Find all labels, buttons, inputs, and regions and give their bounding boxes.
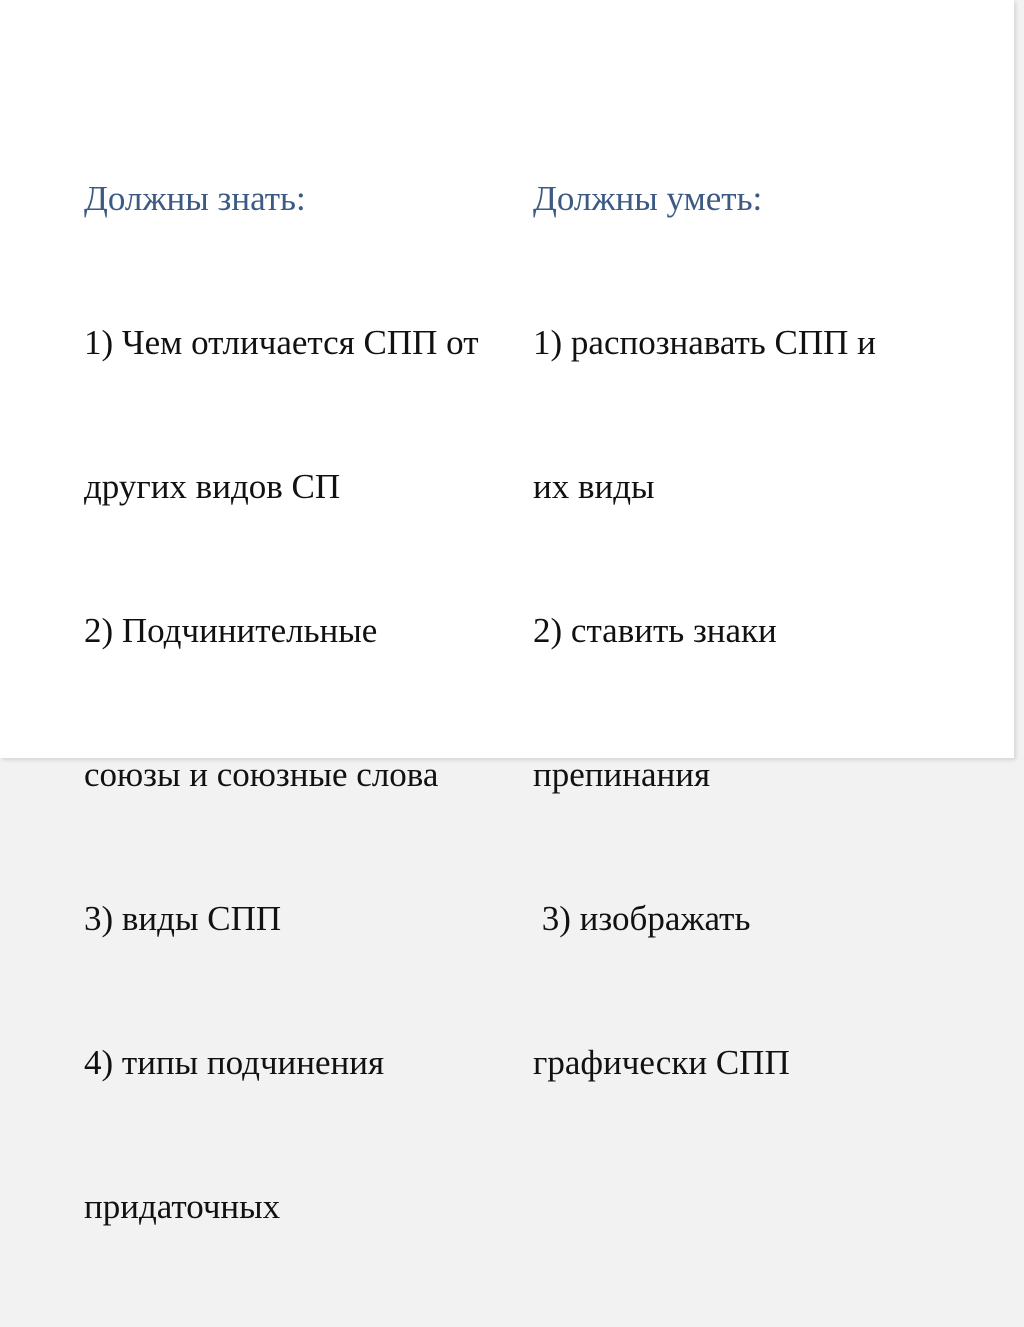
must-know-line: других видов СП [84,467,341,506]
must-be-able-line: препинания [533,755,711,794]
must-be-able-column [533,79,876,1183]
must-know-line: 2) Подчинительные [84,611,378,650]
must-be-able-line: 1) распознавать СПП и [533,323,876,362]
must-be-able-line: графически СПП [533,1043,790,1082]
must-be-able-heading: Должны уметь: [533,179,763,218]
must-be-able-line: 3) изображать [533,899,751,938]
must-know-line: 4) типы подчинения [84,1043,385,1082]
must-know-line: 3) виды СПП [84,899,282,938]
must-be-able-line: их виды [533,467,655,506]
must-be-able-line: 2) ставить знаки [533,611,777,650]
must-know-line: союзы и союзные слова [84,755,439,794]
must-know-column [84,79,479,1327]
must-know-heading: Должны знать: [84,179,306,218]
must-know-line: 1) Чем отличается СПП от [84,323,479,362]
must-know-line: придаточных [84,1187,281,1226]
